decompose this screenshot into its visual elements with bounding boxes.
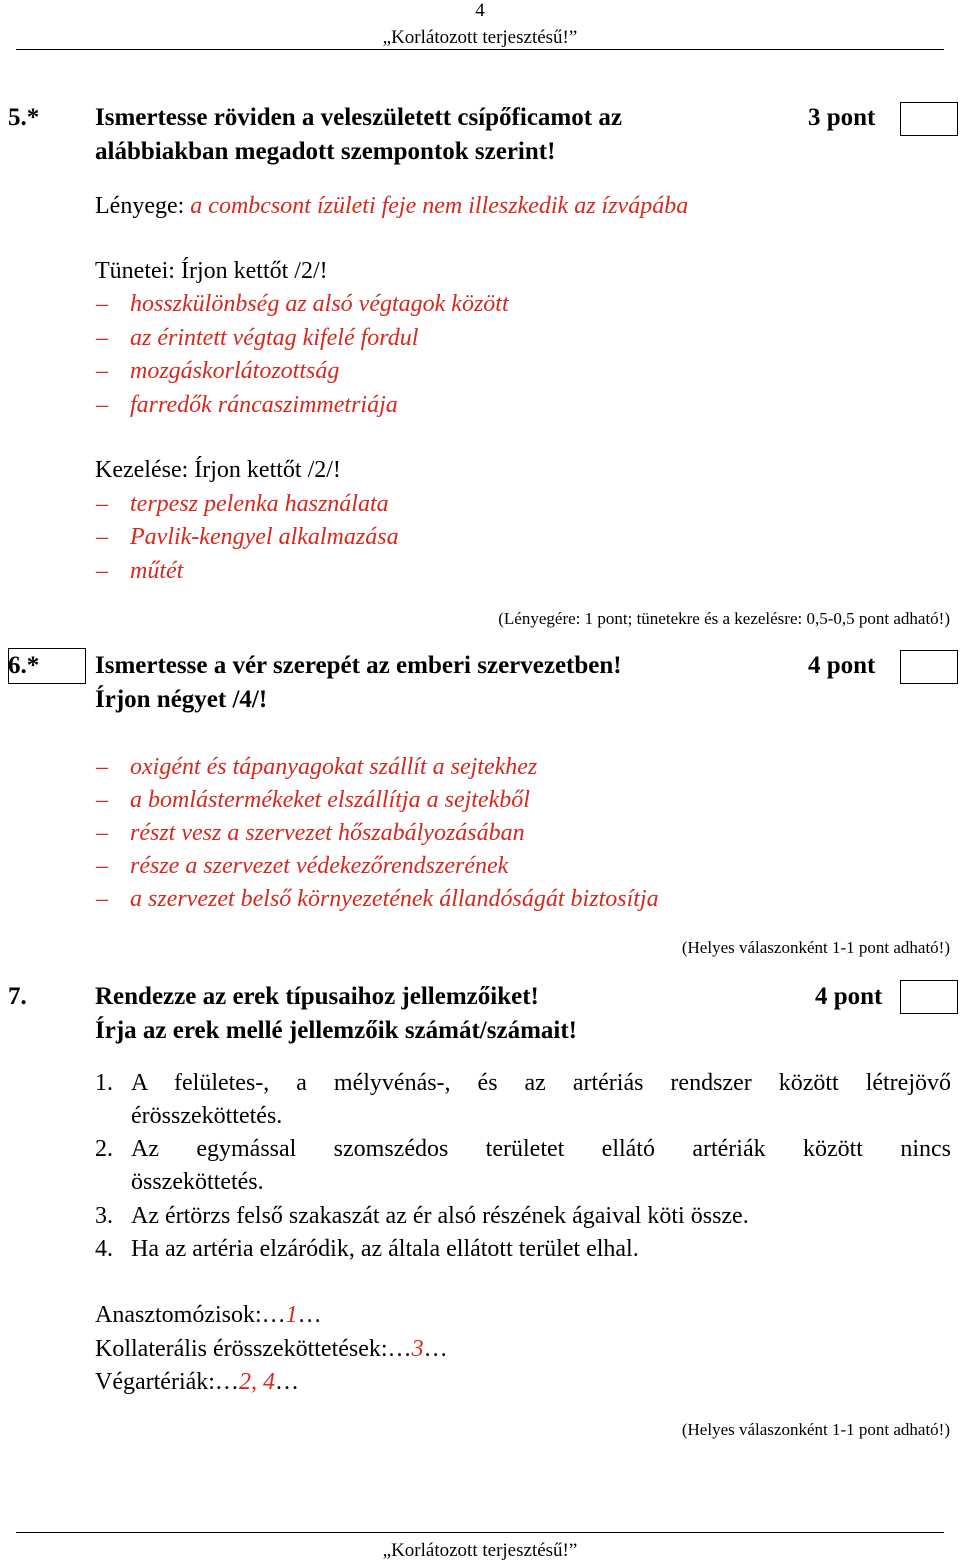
q7-match-2-answer: 3 <box>411 1336 424 1362</box>
bullet-dash: – <box>96 491 108 517</box>
q5-treatment-2: Pavlik-kengyel alkalmazása <box>130 524 399 550</box>
q6-answer-4: része a szervezet védekezőrendszerének <box>130 853 509 879</box>
q5-title-line1: Ismertesse röviden a veleszületett csípőficamot az <box>95 104 622 131</box>
bullet-dash: – <box>96 787 108 813</box>
q6-answer-3: részt vesz a szervezet hőszabályozásában <box>130 820 525 846</box>
q7-match-1-tail: … <box>297 1302 322 1328</box>
q6-title-line1: Ismertesse a vér szerepét az emberi szervezetben! <box>95 652 622 679</box>
q6-points: 4 pont <box>808 652 876 679</box>
q6-answer-2: a bomlástermékeket elszállítja a sejtekből <box>130 787 530 813</box>
q5-treatment-3: műtét <box>130 558 184 584</box>
q7-match-collateral <box>95 1336 448 1363</box>
q7-item-3-line1: Az értörzs felső szakaszát az ér alsó részének ágaival köti össze. <box>131 1203 749 1229</box>
q5-scoring-note: (Lényegére: 1 pont; tünetekre és a kezelésre: 0,5-0,5 pont adható!) <box>498 609 950 628</box>
q5-essence-answer: a combcsont ízületi feje nem illeszkedik az ízvápába <box>190 193 689 219</box>
bullet-dash: – <box>96 524 108 550</box>
q5-essence <box>95 193 688 220</box>
q6-number: 6.* <box>8 652 40 679</box>
q6-score-box[interactable] <box>900 650 958 684</box>
q7-match-3-answer: 2, 4 <box>238 1369 275 1395</box>
q7-item-2-line2: összeköttetés. <box>131 1169 264 1195</box>
bullet-dash: – <box>96 392 108 418</box>
q7-match-3-label: Végartériák:… <box>95 1369 239 1395</box>
q7-item-1-line1: A felületes-, a mélyvénás-, és az artériás rendszer között létrejövő <box>131 1070 951 1096</box>
q7-number: 7. <box>8 983 27 1010</box>
q5-score-box[interactable] <box>900 102 958 136</box>
q7-item-2-number: 2. <box>95 1136 113 1162</box>
q7-score-box[interactable] <box>900 980 958 1014</box>
q5-points: 3 pont <box>808 104 876 131</box>
q7-title-line1: Rendezze az erek típusaihoz jellemzőiket! <box>95 983 539 1010</box>
q7-match-1-answer: 1 <box>285 1302 298 1328</box>
q7-match-1-label: Anasztomózisok:… <box>95 1302 286 1328</box>
bullet-dash: – <box>96 325 108 351</box>
q7-item-1-line2: érösszeköttetés. <box>131 1103 283 1129</box>
header-rule <box>16 49 944 50</box>
q5-number: 5.* <box>8 104 40 131</box>
q5-symptoms-label: Tünetei: Írjon kettőt /2/! <box>95 258 328 284</box>
q7-title-line2: Írja az erek mellé jellemzőik számát/számait! <box>95 1017 577 1044</box>
q7-match-2-label: Kollaterális érösszeköttetések:… <box>95 1336 412 1362</box>
q7-match-end-arteries <box>95 1369 299 1396</box>
q7-match-3-tail: … <box>274 1369 299 1395</box>
q5-title-line2: alábbiakban megadott szempontok szerint! <box>95 138 556 165</box>
q7-item-1-number: 1. <box>95 1070 113 1096</box>
q6-answer-1: oxigént és tápanyagokat szállít a sejtekhez <box>130 754 538 780</box>
q7-item-4-line1: Ha az artéria elzáródik, az általa ellátott terület elhal. <box>131 1236 639 1262</box>
q6-answer-5: a szervezet belső környezetének állandóságát biztosítja <box>130 886 659 912</box>
page-footer: „Korlátozott terjesztésű!” <box>382 1540 578 1561</box>
q5-symptom-3: mozgáskorlátozottság <box>130 358 340 384</box>
q7-match-anastomoses <box>95 1302 322 1329</box>
page-number: 4 <box>475 0 485 21</box>
q6-scoring-note: (Helyes válaszonként 1-1 pont adható!) <box>681 938 950 957</box>
q7-match-2-tail: … <box>423 1336 448 1362</box>
bullet-dash: – <box>96 886 108 912</box>
q6-title-line2: Írjon négyet /4/! <box>95 686 268 713</box>
q7-points: 4 pont <box>815 983 883 1010</box>
q5-symptom-4: farredők ráncaszimmetriája <box>130 392 398 418</box>
bullet-dash: – <box>96 820 108 846</box>
footer-rule <box>16 1532 944 1533</box>
q5-treatment-1: terpesz pelenka használata <box>130 491 389 517</box>
bullet-dash: – <box>96 358 108 384</box>
bullet-dash: – <box>96 558 108 584</box>
q7-item-3-number: 3. <box>95 1203 113 1229</box>
q7-item-4-number: 4. <box>95 1236 113 1262</box>
bullet-dash: – <box>96 754 108 780</box>
q7-scoring-note: (Helyes válaszonként 1-1 pont adható!) <box>681 1420 950 1439</box>
q5-symptom-1: hosszkülönbség az alsó végtagok között <box>130 291 509 317</box>
q5-essence-label: Lényege: <box>95 193 185 219</box>
bullet-dash: – <box>96 291 108 317</box>
q5-symptom-2: az érintett végtag kifelé fordul <box>130 325 419 351</box>
page-header: „Korlátozott terjesztésű!” <box>382 27 578 48</box>
q7-item-2-line1: Az egymással szomszédos területet ellátó artériák között nincs <box>131 1136 951 1162</box>
bullet-dash: – <box>96 853 108 879</box>
q5-treatment-label: Kezelése: Írjon kettőt /2/! <box>95 457 341 483</box>
